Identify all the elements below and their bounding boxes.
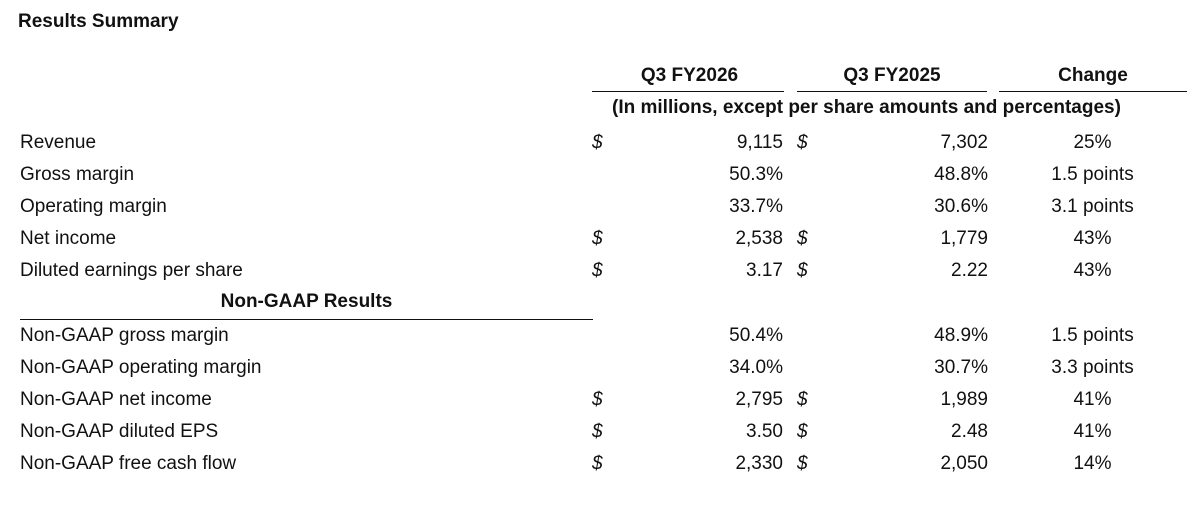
prior-value: 1,989: [940, 389, 988, 410]
currency-sign: $: [592, 389, 603, 410]
change-value: 43%: [1073, 260, 1112, 281]
change-value: 3.3 points: [1051, 357, 1134, 378]
current-value: 2,795: [735, 389, 783, 410]
current-value: 3.17: [746, 260, 783, 281]
table-row: [0, 320, 1200, 352]
table-row: [0, 384, 1200, 416]
table-row: [0, 352, 1200, 384]
row-label: Diluted earnings per share: [20, 260, 243, 281]
currency-sign: $: [797, 453, 808, 474]
prior-value: 30.7%: [934, 357, 988, 378]
prior-value: 2,050: [940, 453, 988, 474]
current-value: 34.0%: [729, 357, 783, 378]
row-label: Non-GAAP free cash flow: [20, 453, 237, 474]
table-row: [0, 159, 1200, 191]
change-value: 25%: [1073, 132, 1112, 153]
change-value: 14%: [1073, 453, 1112, 474]
row-label: Non-GAAP gross margin: [20, 325, 229, 346]
current-value: 33.7%: [729, 196, 783, 217]
current-value: 2,330: [735, 453, 783, 474]
section-header-non-gaap: Non-GAAP Results: [20, 288, 593, 320]
change-value: 43%: [1073, 228, 1112, 249]
column-header-change: Change: [1058, 65, 1128, 86]
currency-sign: $: [592, 453, 603, 474]
prior-value: 48.9%: [934, 325, 988, 346]
currency-sign: $: [797, 228, 808, 249]
column-underline-change: [999, 91, 1187, 92]
column-underline-prior: [797, 91, 987, 92]
row-label: Gross margin: [20, 164, 135, 185]
current-value: 50.3%: [729, 164, 783, 185]
currency-sign: $: [797, 389, 808, 410]
current-value: 2,538: [735, 228, 783, 249]
prior-value: 1,779: [940, 228, 988, 249]
currency-sign: $: [592, 260, 603, 281]
table-row: [0, 223, 1200, 255]
prior-value: 7,302: [940, 132, 988, 153]
row-label: Operating margin: [20, 196, 167, 217]
page-title: Results Summary: [18, 11, 179, 32]
change-value: 41%: [1073, 389, 1112, 410]
change-value: 3.1 points: [1051, 196, 1134, 217]
row-label: Revenue: [20, 132, 97, 153]
currency-sign: $: [797, 260, 808, 281]
row-label: Non-GAAP net income: [20, 389, 212, 410]
column-header-prior: Q3 FY2025: [843, 65, 941, 86]
current-value: 3.50: [746, 421, 783, 442]
current-value: 9,115: [736, 132, 783, 153]
currency-sign: $: [797, 421, 808, 442]
change-value: 41%: [1073, 421, 1112, 442]
currency-sign: $: [592, 228, 603, 249]
prior-value: 2.48: [951, 421, 988, 442]
prior-value: 30.6%: [934, 196, 988, 217]
row-label: Non-GAAP operating margin: [20, 357, 262, 378]
change-value: 1.5 points: [1051, 164, 1134, 185]
currency-sign: $: [592, 132, 603, 153]
units-note: (In millions, except per share amounts and percentages): [612, 97, 1121, 118]
currency-sign: $: [592, 421, 603, 442]
table-row: [0, 416, 1200, 448]
row-label: Non-GAAP diluted EPS: [20, 421, 219, 442]
table-row: [0, 448, 1200, 480]
table-row: [0, 127, 1200, 159]
table-row: [0, 255, 1200, 287]
column-underline-current: [592, 91, 784, 92]
current-value: 50.4%: [729, 325, 783, 346]
change-value: 1.5 points: [1051, 325, 1134, 346]
prior-value: 2.22: [951, 260, 988, 281]
row-label: Net income: [20, 228, 117, 249]
column-header-current: Q3 FY2026: [640, 65, 739, 86]
currency-sign: $: [797, 132, 808, 153]
prior-value: 48.8%: [934, 164, 988, 185]
table-row: [0, 191, 1200, 223]
